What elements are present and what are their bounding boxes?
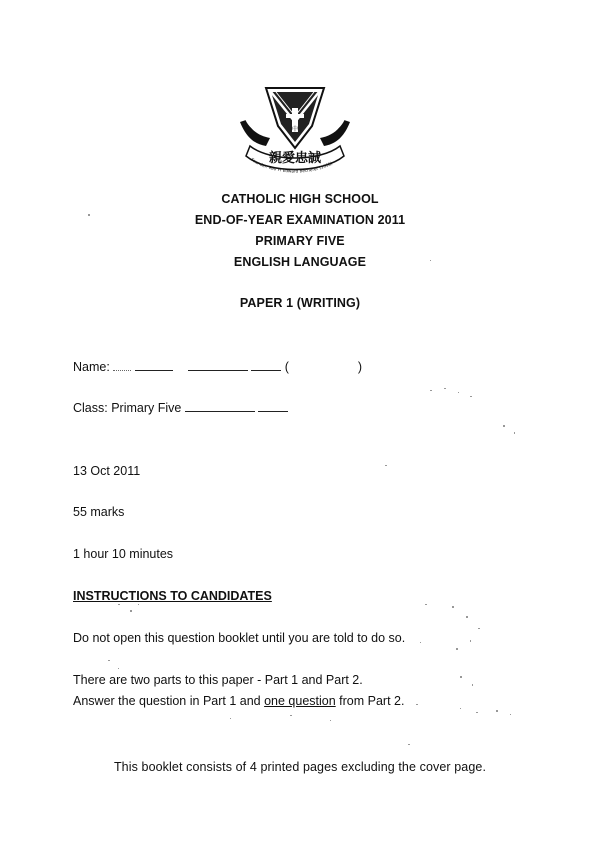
name-blank-1 — [135, 360, 173, 371]
register-number-open: ( — [284, 360, 289, 374]
instruction-line-1: Do not open this question booklet until you are told to do so. — [73, 631, 406, 645]
class-blank-2 — [258, 401, 288, 412]
name-field[interactable] — [73, 360, 362, 374]
booklet-note: This booklet consists of 4 printed pages excluding the cover page. — [113, 760, 487, 774]
register-number-close: ) — [357, 360, 363, 374]
paper-title: PAPER 1 (WRITING) — [239, 296, 361, 310]
crest-motto: 親愛忠誠 — [268, 151, 322, 166]
instruction-line-3-start: Answer the question in Part 1 and — [73, 694, 265, 708]
name-blank-dots — [113, 360, 131, 371]
duration: 1 hour 10 minutes — [73, 547, 174, 561]
name-blank-2 — [188, 360, 248, 371]
school-name: CATHOLIC HIGH SCHOOL — [221, 192, 379, 206]
exam-date: 13 Oct 2011 — [73, 464, 141, 478]
class-label: Class: Primary Five — [73, 401, 182, 415]
school-crest-logo — [236, 82, 354, 178]
name-label: Name: — [73, 360, 110, 374]
instructions-heading: INSTRUCTIONS TO CANDIDATES — [73, 589, 272, 603]
svg-text:Founder: Rev Fr Edward Bechere: Founder: Rev Fr Edward Becherer (1935) — [250, 156, 334, 174]
svg-text:中: 中 — [291, 126, 299, 133]
class-field[interactable] — [73, 401, 288, 415]
instruction-line-3 — [73, 694, 404, 708]
instruction-line-3-emphasis: one question — [264, 694, 336, 708]
name-blank-3 — [251, 360, 281, 371]
subject: ENGLISH LANGUAGE — [233, 255, 367, 269]
level: PRIMARY FIVE — [255, 234, 345, 248]
instruction-line-2: There are two parts to this paper - Part 1 and Part 2. — [73, 673, 363, 687]
instruction-line-3-end: from Part 2. — [335, 694, 405, 708]
exam-title: END-OF-YEAR EXAMINATION 2011 — [194, 213, 406, 227]
class-blank-1 — [185, 401, 255, 412]
total-marks: 55 marks — [73, 505, 125, 519]
